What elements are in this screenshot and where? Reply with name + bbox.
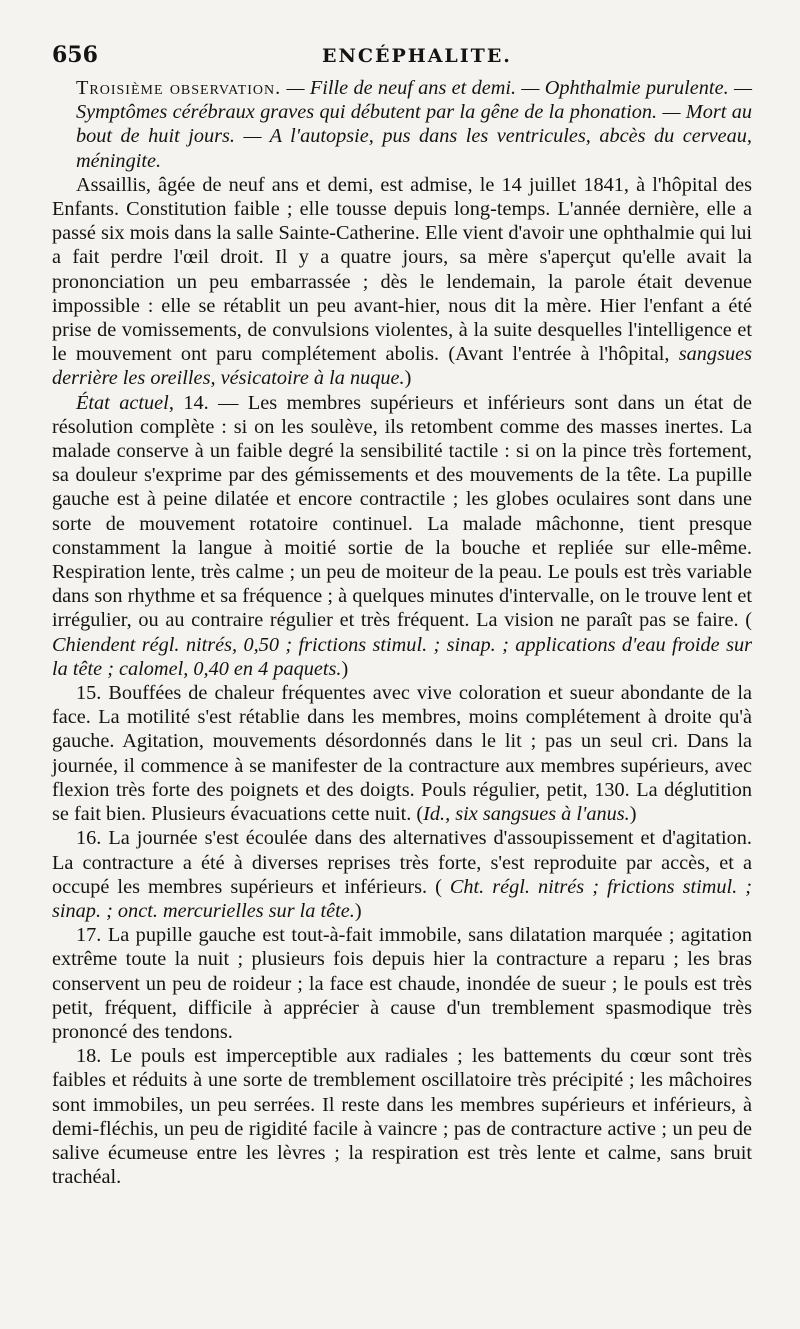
paragraph-day-14 <box>52 391 752 681</box>
paragraph-end: ) <box>341 657 349 680</box>
observation-summary <box>76 76 752 173</box>
etat-actuel-label: État actuel <box>76 391 169 414</box>
body-text <box>52 76 752 1189</box>
treatment-text: sangsues derrière les oreilles, vésicatoire à la nuque. <box>52 343 752 390</box>
paragraph-text: 16. La journée s'est écoulée dans des alternatives d'assoupissement et d'agitation. La contracture a été à diverses reprises très forte, s'est reproduite par accès, et a occupé les membres supérieurs et inférieurs. ( <box>52 827 752 898</box>
page-number: 656 <box>52 42 98 68</box>
paragraph-end: ) <box>354 899 362 922</box>
paragraph-end: ) <box>404 367 412 390</box>
paragraph-admission <box>52 173 752 391</box>
treatment-text: Cht. régl. nitrés ; frictions stimul. ; sinap. ; onct. mercurielles sur la tête. <box>52 875 752 922</box>
treatment-text: Chiendent régl. nitrés, 0,50 ; frictions stimul. ; sinap. ; applications d'eau froide sur la tête ; calomel, 0,40 en 4 paquets. <box>52 633 752 680</box>
paragraph-text: , 14. — Les membres supérieurs et inférieurs sont dans un état de résolution complète : si on les soulève, ils retombent comme des masses inertes. La malade conserve à un faible degré la sensibilité tactile : si on la pince très fortement, sa douleur s'exprime par des gémissements et des mouvements de la tête. La pupille gauche est à peine dilatée et encore contractile ; les globes oculaires sont dans une sorte de mouvement rotatoire continuel. La malade mâchonne, tient presque constamment la langue à moitié sortie de la bouche et repliée sur elle-même. Respiration lente, très calme ; un peu de moiteur de la peau. Le pouls est très variable dans son rhythme et sa fréquence ; à quelques minutes d'intervalle, on le trouve lent et irrégulier, ou au contraire régulier et très fréquent. La vision ne paraît pas se faire. ( <box>52 391 752 632</box>
paragraph-day-18: 18. Le pouls est imperceptible aux radiales ; les battements du cœur sont très faibles et réduits à une sorte de tremblement oscillatoire très précipité ; les mâchoires sont immobiles, un peu serrées. Il reste dans les membres supérieurs et inférieurs, à demi-fléchis, un peu de rigidité facile à vaincre ; pas de contracture active ; un peu de salive écumeuse entre les lèvres ; la respiration est très lente et calme, sans bruit trachéal. <box>52 1045 752 1189</box>
paragraph-text: Assaillis, âgée de neuf ans et demi, est admise, le 14 juillet 1841, à l'hôpital des Enfants. Constitution faible ; elle tousse depuis long-temps. L'année dernière, elle a passé six mois dans la salle Sainte-Catherine. Elle vient d'avoir une ophthalmie qui lui a fait perdre l'œil droit. Il y a quatre jours, sa mère s'aperçut qu'elle avait la prononciation un peu embarrassée ; dès le lendemain, la parole était devenue impossible : elle se rétablit un peu avant-hier, nous dit la mère. Hier l'enfant a été prise de vomissements, de convulsions violentes, à la suite desquelles l'intelligence et le mouvement ont paru complétement abolis. (Avant l'entrée à l'hôpital, <box>52 173 752 366</box>
summary-text: — Fille de neuf ans et demi. — Ophthalmie purulente. — Symptômes cérébraux graves qui débutent par la gêne de la phonation. — Mort au bout de huit jours. — A l'autopsie, pus dans les ventricules, abcès du cerveau, méningite. <box>76 77 752 172</box>
paragraph-day-15 <box>52 681 752 826</box>
running-title: ENCÉPHALITE. <box>322 45 512 67</box>
paragraph-day-16 <box>52 826 752 923</box>
paragraph-day-17: 17. La pupille gauche est tout-à-fait immobile, sans dilatation marquée ; agitation extrême toute la nuit ; plusieurs fois depuis hier la contracture a reparu ; les bras conservent un peu de roideur ; la face est chaude, inondée de sueur ; le pouls est très petit, fréquent, difficile à apprécier à cause d'un tremblement spasmodique très prononcé des tendons. <box>52 924 752 1043</box>
page-header <box>52 42 752 74</box>
paragraph-end: ) <box>629 803 637 826</box>
observation-heading: Troisième observation. <box>76 77 282 99</box>
treatment-text: Id., six sangsues à l'anus. <box>423 803 630 826</box>
paragraph-text: 15. Bouffées de chaleur fréquentes avec vive coloration et sueur abondante de la face. La motilité s'est rétablie dans les membres, moins complétement à droite qu'à gauche. Agitation, mouvements désordonnés dans le lit ; pas un seul cri. Dans la journée, il commence à se manifester de la contracture aux membres supérieurs, avec flexion très forte des poignets et des doigts. Pouls régulier, petit, 130. La déglutition se fait bien. Plusieurs évacuations cette nuit. ( <box>52 682 752 826</box>
